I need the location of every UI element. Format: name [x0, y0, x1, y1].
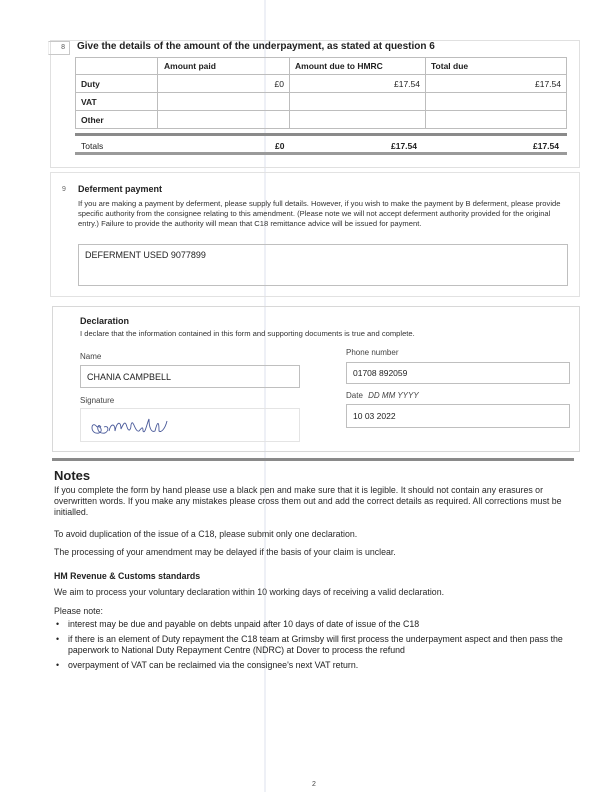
date-label-text: Date [346, 391, 363, 400]
notes-paragraph: To avoid duplication of the issue of a C18, please submit only one declaration. [54, 529, 358, 539]
standards-text: We aim to process your voluntary declaration within 10 working days of receiving a valid declaration. [54, 587, 445, 597]
amount-due-cell[interactable] [290, 93, 426, 111]
deferment-details-field[interactable] [78, 244, 568, 286]
totals-amount-paid: £0 [275, 141, 285, 151]
signature-label: Signature [80, 396, 115, 405]
signature-field[interactable] [80, 408, 300, 442]
standards-title: HM Revenue & Customs standards [54, 571, 201, 581]
notes-paragraph: If you complete the form by hand please use a black pen and make sure that it is legible. It should not contain any erasures or overwritten words. If you make any mistakes please cross them out and add the correct details as required. All corrections must be initialled. [54, 485, 562, 517]
date-label [346, 391, 419, 400]
amount-paid-cell[interactable] [158, 111, 290, 129]
table-row [76, 111, 567, 129]
total-due-cell[interactable]: £17.54 [426, 75, 567, 93]
deferment-details-value: DEFERMENT USED 9077899 [85, 250, 206, 260]
row-label: Other [76, 111, 158, 129]
list-item: • overpayment of VAT can be reclaimed via the consignee's next VAT return. [54, 660, 574, 671]
name-value: CHANIA CAMPBELL [87, 372, 172, 382]
totals-amount-due: £17.54 [391, 141, 417, 151]
notes-paragraph: The processing of your amendment may be delayed if the basis of your claim is unclear. [54, 547, 396, 557]
total-due-cell[interactable] [426, 111, 567, 129]
row-label: VAT [76, 93, 158, 111]
notes-bullet-list [54, 619, 574, 675]
header-amount-paid: Amount paid [158, 58, 290, 75]
signature-scribble [87, 413, 197, 439]
table-row [76, 75, 567, 93]
underpayment-table [75, 57, 567, 129]
section-9-title: Deferment payment [78, 184, 163, 194]
question-number: 9 [62, 186, 66, 193]
phone-value: 01708 892059 [353, 368, 408, 378]
row-label: Duty [76, 75, 158, 93]
declaration-title: Declaration [80, 316, 130, 326]
name-label: Name [80, 352, 102, 361]
date-field[interactable] [346, 404, 570, 428]
page-number: 2 [312, 781, 316, 788]
totals-label: Totals [81, 141, 104, 151]
total-due-cell[interactable] [426, 93, 567, 111]
date-format-hint: DD MM YYYY [368, 391, 419, 400]
notes-title: Notes [54, 468, 91, 483]
name-field[interactable] [80, 365, 300, 388]
totals-row [75, 133, 567, 155]
section-8-title: Give the details of the amount of the underpayment, as stated at question 6 [77, 41, 435, 52]
list-item: • interest may be due and payable on debts unpaid after 10 days of date of issue of the C18 [54, 619, 574, 630]
please-note-label: Please note: [54, 606, 103, 616]
table-header-row [76, 58, 567, 75]
list-item: • if there is an element of Duty repayment the C18 team at Grimsby will first process the underpayment aspect and then pass the paperwork to National Duty Repayment Centre (NDRC) at Dover to process the refund [54, 634, 574, 656]
question-number-badge: 8 [48, 41, 70, 55]
phone-label: Phone number [346, 348, 399, 357]
notes-divider [52, 458, 574, 461]
date-value: 10 03 2022 [353, 411, 396, 421]
totals-total-due: £17.54 [533, 141, 559, 151]
deferment-instructions: If you are making a payment by deferment, please supply full details. However, if you wish to make the payment by B deferment, please provide specific authority from the consignee relating to this amendment. (Please note we will not accept deferment authority provided for the original entry.) Failure to provide the authority will mean that C18 remittance advice will be issued for payment. [78, 199, 561, 228]
amount-paid-cell[interactable] [158, 93, 290, 111]
amount-due-cell[interactable] [290, 111, 426, 129]
amount-paid-cell[interactable]: £0 [158, 75, 290, 93]
phone-field[interactable] [346, 362, 570, 384]
amount-due-cell[interactable]: £17.54 [290, 75, 426, 93]
header-amount-due: Amount due to HMRC [290, 58, 426, 75]
table-row [76, 93, 567, 111]
header-total-due: Total due [426, 58, 567, 75]
declaration-statement: I declare that the information contained in this form and supporting documents is true and complete. [80, 329, 415, 338]
header-blank [76, 58, 158, 75]
